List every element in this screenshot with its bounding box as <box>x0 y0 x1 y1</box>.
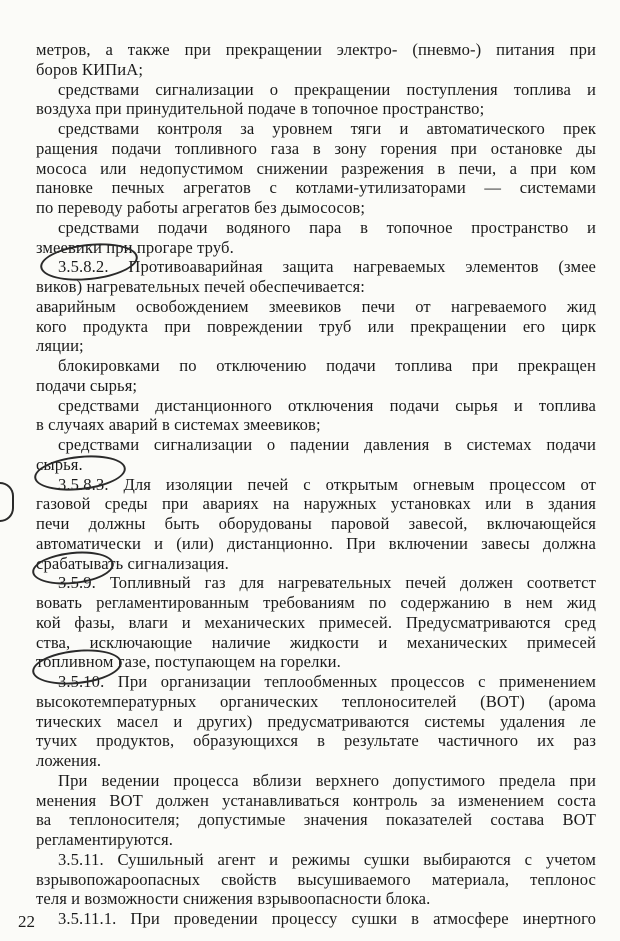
text-line: ляции; <box>36 336 84 356</box>
text-line: теля и возможности снижения взрывоопасности блока. <box>36 889 431 909</box>
page-number: 22 <box>18 912 35 931</box>
text-line: срабатывать сигнализация. <box>36 553 229 573</box>
text-line: средствами подачи водяного пара в топочное пространство и <box>58 217 596 237</box>
text-line: 3.5.10. При организации теплообменных процессов с применением <box>58 672 596 691</box>
text-line: высокотемпературных органических теплоносителей (ВОТ) (арома <box>36 691 596 711</box>
handwritten-margin-mark <box>0 482 14 522</box>
text-line: кой фазы, влаги и механических примесей. Предусматриваются сред <box>36 612 596 632</box>
text-line: подачи сырья; <box>36 375 138 395</box>
text-line: 3.5.9. Топливный газ для нагревательных печей должен соответст <box>58 573 596 593</box>
text-line: газовой среды при авариях на наружных установках или в здания <box>36 494 596 514</box>
text-line: пановке печных агрегатов с котлами-утилизаторами — системами <box>36 178 596 198</box>
text-line: ва теплоносителя; допустимые значения показателей состава ВОТ <box>36 810 596 830</box>
text-line: регламентируются. <box>36 830 174 849</box>
text-line: по переводу работы агрегатов без дымососов; <box>36 198 366 217</box>
text-line: виков) нагревательных печей обеспечивается: <box>36 277 365 296</box>
text-line: 3.5.11. Сушильный агент и режимы сушки выбираются с учетом <box>58 849 596 869</box>
text-line: 3.5.11.1. При проведении процессу сушки в атмосфере инертного <box>58 909 596 928</box>
text-line: печи должны быть оборудованы паровой завесой, включающейся <box>36 514 596 533</box>
text-line: тучих продуктов, образующихся в результате частичного их раз <box>36 731 596 751</box>
text-line: ращения подачи топливного газа в зону горения при остановке ды <box>36 138 596 158</box>
text-line: ства, исключающие наличие жидкости и механических примесей <box>36 632 596 652</box>
text-line: кого продукта при повреждении труб или прекращении его цирк <box>36 316 596 336</box>
text-line: блокировками по отключению подачи топлива при прекращен <box>58 356 596 375</box>
text-line: мососа или недопустимом снижении разрежения в печи, а при ком <box>36 158 596 178</box>
text-line: средствами сигнализации о прекращении поступления топлива и <box>58 79 596 99</box>
text-line: 3.5.8.2. Противоаварийная защита нагреваемых элементов (змее <box>58 257 596 277</box>
text-line: средствами дистанционного отключения подачи сырья и топлива <box>58 395 596 415</box>
text-line: воздуха при принудительной подаче в топочное пространство; <box>36 99 485 119</box>
text-line: ложения. <box>36 751 102 770</box>
text-line: змеевики при прогаре труб. <box>36 237 234 257</box>
text-line: средствами сигнализации о падении давления в системах подачи <box>58 435 596 454</box>
text-line: 3.5.8.3. Для изоляции печей с открытым огневым процессом от <box>58 474 596 494</box>
text-line: сырья. <box>36 454 83 474</box>
text-line: взрывопожароопасных свойств высушиваемого материала, теплонос <box>36 869 596 889</box>
text-line: тических масел и других) предусматриваются системы удаления ле <box>36 711 596 731</box>
text-line: автоматически и (или) дистанционно. При включении завесы должна <box>36 533 596 553</box>
text-line: вовать регламентированным требованиям по содержанию в нем жид <box>36 593 596 612</box>
text-line: в случаях аварий в системах змеевиков; <box>36 415 321 435</box>
text-line: средствами контроля за уровнем тяги и автоматического прек <box>58 119 596 138</box>
text-line: боров КИПиА; <box>36 59 144 79</box>
text-line: менения ВОТ должен устанавливаться контроль за изменением соста <box>36 790 596 810</box>
text-line: топливном газе, поступающем на горелки. <box>36 652 341 672</box>
text-line: метров, а также при прекращении электро- (пневмо-) питания при <box>36 40 596 59</box>
text-line: аварийным освобождением змеевиков печи от нагреваемого жид <box>36 296 596 316</box>
text-line: При ведении процесса вблизи верхнего допустимого предела при <box>58 770 596 790</box>
